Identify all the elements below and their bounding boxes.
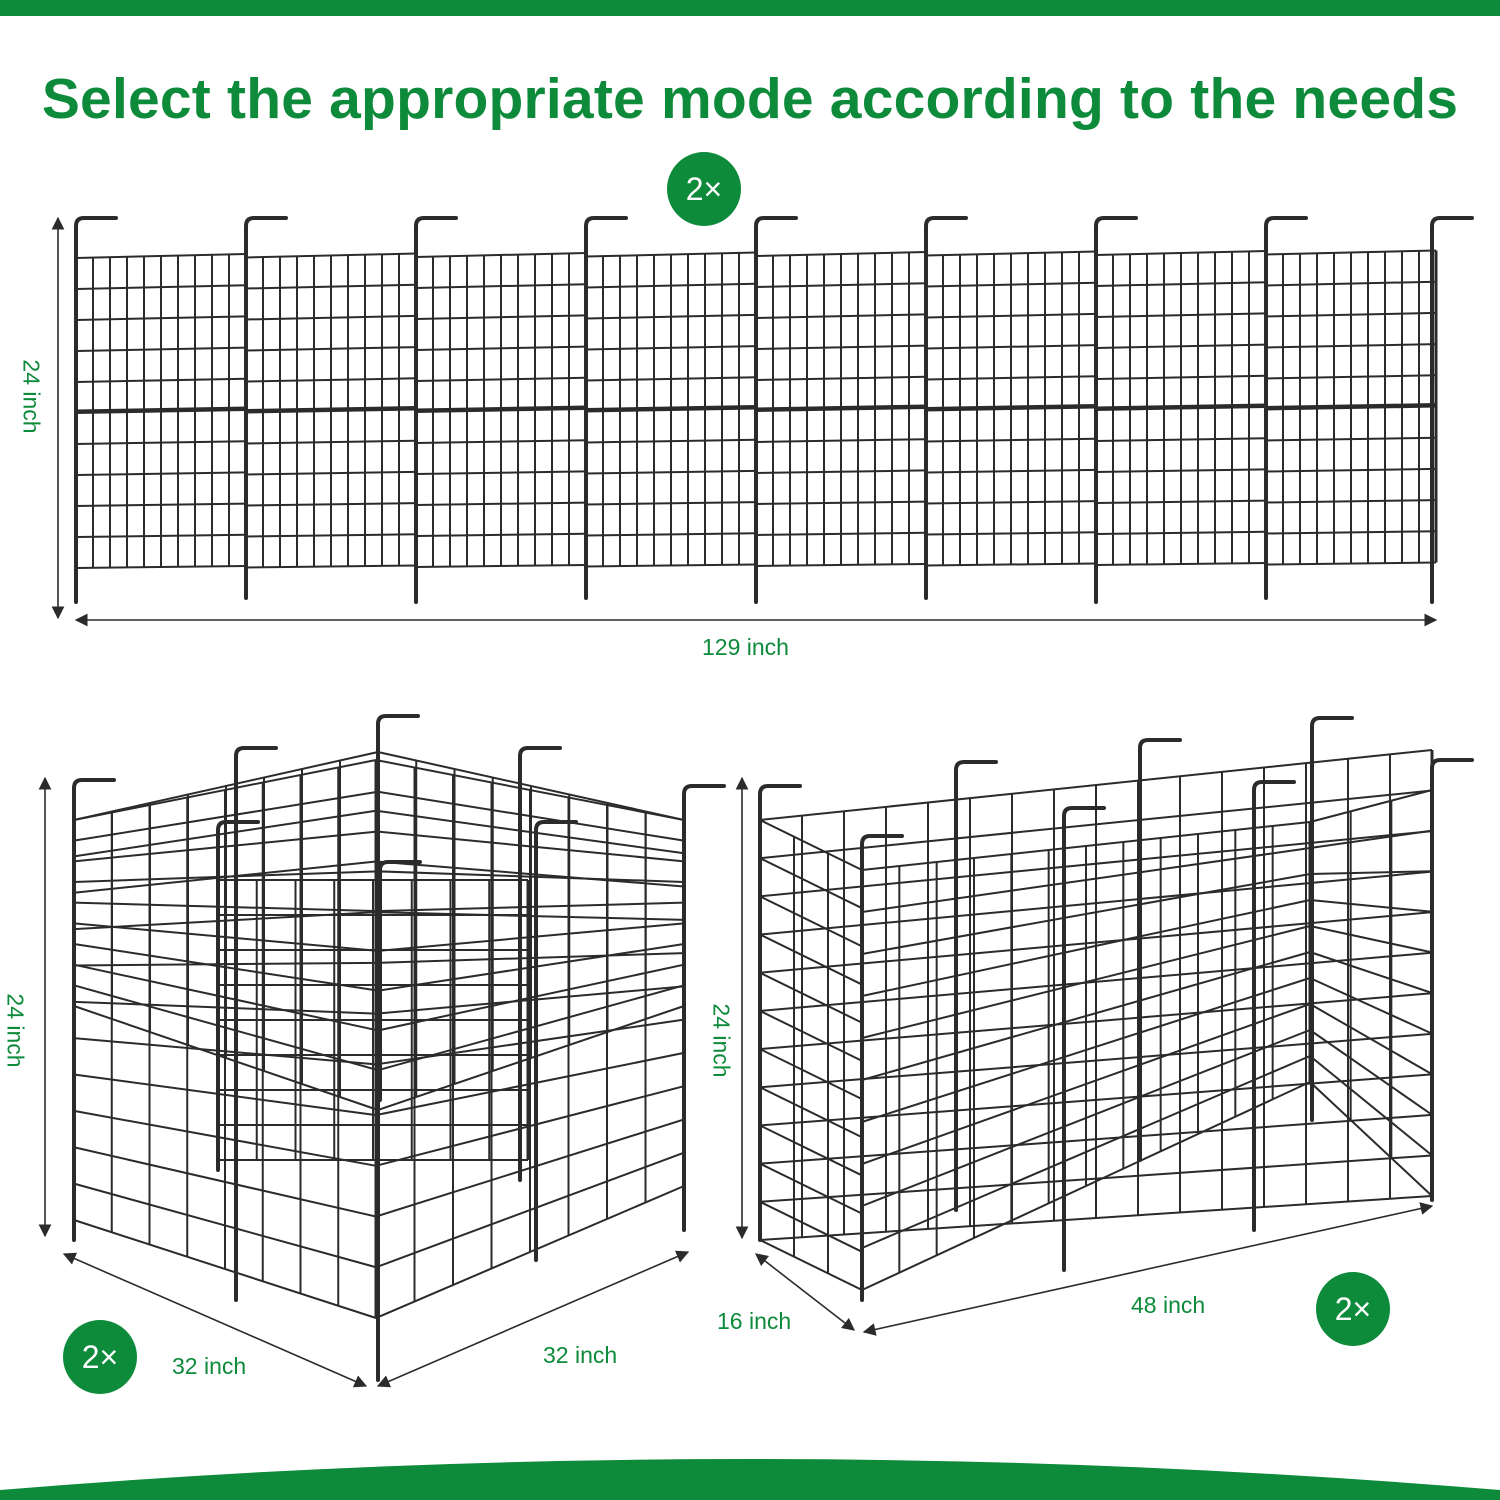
side-b-label-square: 32 inch [543,1342,618,1368]
square-enclosure [74,716,724,1380]
rectangle-stake [1432,760,1472,1200]
quantity-badge-straight: 2× [667,152,741,226]
quantity-badge-square: 2× [63,1320,137,1394]
side-a-label-square: 32 inch [172,1353,247,1379]
height-label-straight: 24 inch [18,359,45,434]
depth-arrow-rectangle [756,1254,854,1330]
length-arrow-rectangle [864,1206,1432,1332]
dimension-arrows [45,218,1436,1386]
side-b-arrow-square [378,1252,688,1386]
height-label-square: 24 inch [2,993,29,1068]
rectangle-right-side-panel [1310,790,1432,1196]
depth-label-rectangle: 16 inch [717,1308,792,1334]
straight-stake [1432,218,1472,602]
rectangle-stake [956,762,996,1210]
rectangle-enclosure [760,718,1472,1300]
headline: Select the appropriate mode according to the needs [41,67,1459,131]
square-back-right-panel [378,752,684,1110]
rectangle-front-panel [862,822,1310,1290]
quantity-badge-rectangle: 2× [1316,1272,1390,1346]
length-label-rectangle: 48 inch [1131,1292,1206,1318]
square-stake [74,780,114,1240]
side-a-arrow-square [64,1254,366,1386]
bottom-wave-band [0,1440,1500,1500]
square-stake [684,786,724,1230]
height-label-rectangle: 24 inch [708,1003,735,1078]
square-back-left-panel [74,752,378,1110]
length-label-straight: 129 inch [702,634,789,660]
straight-fence [76,218,1472,602]
